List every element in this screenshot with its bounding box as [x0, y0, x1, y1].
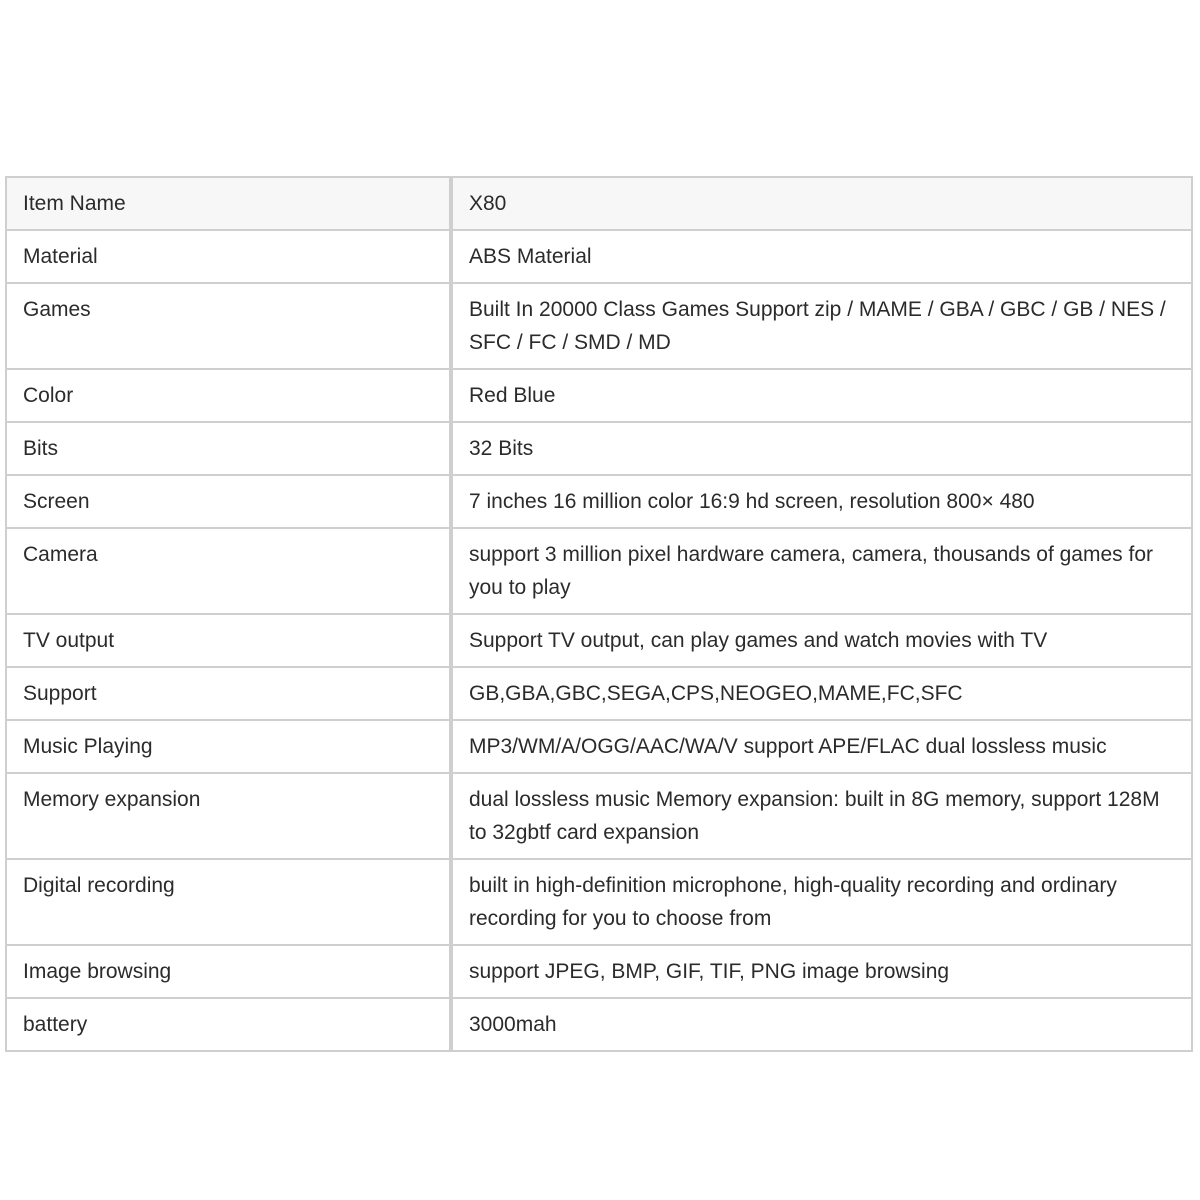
spec-label: Support — [6, 667, 451, 720]
table-row — [6, 720, 1192, 773]
table-row — [6, 177, 1192, 230]
spec-value: X80 — [451, 177, 1192, 230]
table-row — [6, 945, 1192, 998]
table-row — [6, 230, 1192, 283]
spec-value: MP3/WM/A/OGG/AAC/WA/V support APE/FLAC dual lossless music — [451, 720, 1192, 773]
table-row — [6, 614, 1192, 667]
table-row — [6, 422, 1192, 475]
spec-value: 3000mah — [451, 998, 1192, 1051]
table-row — [6, 528, 1192, 614]
spec-value: Red Blue — [451, 369, 1192, 422]
spec-label: battery — [6, 998, 451, 1051]
spec-table — [5, 176, 1193, 1052]
spec-value: 7 inches 16 million color 16:9 hd screen, resolution 800× 480 — [451, 475, 1192, 528]
spec-label: TV output — [6, 614, 451, 667]
table-row — [6, 369, 1192, 422]
spec-label: Digital recording — [6, 859, 451, 945]
table-row — [6, 998, 1192, 1051]
spec-value: GB,GBA,GBC,SEGA,CPS,NEOGEO,MAME,FC,SFC — [451, 667, 1192, 720]
table-row — [6, 667, 1192, 720]
spec-value: support 3 million pixel hardware camera, camera, thousands of games for you to play — [451, 528, 1192, 614]
spec-label: Camera — [6, 528, 451, 614]
spec-label: Screen — [6, 475, 451, 528]
spec-label: Memory expansion — [6, 773, 451, 859]
spec-label: Color — [6, 369, 451, 422]
spec-value: ABS Material — [451, 230, 1192, 283]
table-row — [6, 283, 1192, 369]
spec-value: built in high-definition microphone, high-quality recording and ordinary recording for you to choose from — [451, 859, 1192, 945]
spec-value: Support TV output, can play games and watch movies with TV — [451, 614, 1192, 667]
table-row — [6, 475, 1192, 528]
spec-label: Music Playing — [6, 720, 451, 773]
spec-label: Bits — [6, 422, 451, 475]
spec-value: dual lossless music Memory expansion: built in 8G memory, support 128M to 32gbtf card expansion — [451, 773, 1192, 859]
spec-label: Item Name — [6, 177, 451, 230]
spec-value: 32 Bits — [451, 422, 1192, 475]
spec-label: Material — [6, 230, 451, 283]
spec-label: Games — [6, 283, 451, 369]
spec-value: support JPEG, BMP, GIF, TIF, PNG image browsing — [451, 945, 1192, 998]
table-row — [6, 859, 1192, 945]
spec-label: Image browsing — [6, 945, 451, 998]
spec-value: Built In 20000 Class Games Support zip / MAME / GBA / GBC / GB / NES / SFC / FC / SMD / MD — [451, 283, 1192, 369]
table-row — [6, 773, 1192, 859]
